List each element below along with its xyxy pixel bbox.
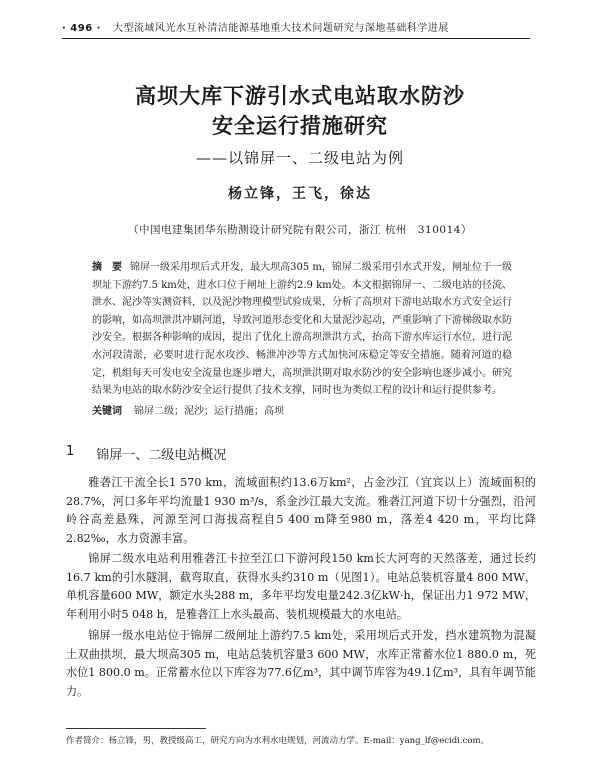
keywords-label: 关键词 bbox=[92, 406, 122, 417]
journal-title: 大型流域风光水互补清洁能源基地重大技术问题研究与深地基础科学进展 bbox=[112, 23, 449, 34]
running-header bbox=[62, 19, 530, 34]
author-footnote: 作者简介：杨立锋，男，教授级高工，研究方向为水利水电规划，河流动力学。E-mail：yang_lf@ecidi.com。 bbox=[66, 736, 490, 746]
section-heading bbox=[66, 444, 226, 463]
abstract bbox=[92, 259, 512, 400]
paper-title-line-1: 高坝大库下游引水式电站取水防沙 bbox=[135, 84, 465, 108]
body-paragraph: 雅砻江干流全长1 570 km，流域面积约13.6万km²，占金沙江（宜宾以上）流域面积的28.7%，河口多年平均流量1 930 m³/s，系金沙江最大支流。雅砻江河道下切十分强烈，沿河岭谷高差悬殊，河源至河口海拔高程自5 400 m降至980 m，落差4 420 m，平均比降2.82‰，水力资源丰富。 bbox=[66, 476, 536, 545]
paper-title-line-2: 安全运行措施研究 bbox=[212, 114, 388, 138]
abstract-label: 摘 要 bbox=[92, 262, 123, 273]
keywords bbox=[92, 404, 512, 420]
section-number: 1 bbox=[66, 444, 75, 459]
author-list: 杨立锋，王飞，徐达 bbox=[228, 186, 372, 202]
paper-subtitle: ——以锦屏一、二级电站为例 bbox=[195, 149, 404, 167]
abstract-text: 锦屏一级采用坝后式开发，最大坝高305 m，锦屏二级采用引水式开发，闸址位于一级坝址下游约7.5 km处，进水口位于闸址上游约2.9 km处。本文根据锦屏一、二级电站的径流、泄水、泥沙等实测资料，以及泥沙物理模型试验成果，分析了高坝对下游电站取水方式安全运行的影响，如高坝泄洪冲刷河道，导致河道形态变化和大量泥沙起动，严重影响了下游梯级取水防沙安全。根据各种影响的成因，提出了优化上游高坝泄洪方式，抬高下游水库运行水位，进行泥水河段清淤，必要时进行泥水攻沙、畅泄冲沙等方式加快河床稳定等安全措施。随着河道的稳定，机组每天可发电安全流量也逐步增大，高坝泄洪期对取水防沙的安全影响也逐步减小。研究结果为电站的取水防沙安全运行提供了技术支撑，同时也为类似工程的设计和运行提供参考。 bbox=[92, 262, 513, 397]
header-divider bbox=[62, 38, 530, 39]
section-title: 锦屏一、二级电站概况 bbox=[96, 448, 227, 463]
affiliation: （中国电建集团华东勘测设计研究院有限公司，浙江 杭州 310014） bbox=[128, 224, 472, 236]
page-number: · 496 · bbox=[62, 23, 101, 34]
body-paragraph: 锦屏二级水电站利用雅砻江卡拉至江口下游河段150 km长大河弯的天然落差，通过长约16.7 km的引水隧洞，截弯取直，获得水头约310 m（见图1）。电站总装机容量4 800 MW，单机容量600 MW，额定水头288 m，多年平均发电量242.3亿kW·h，保证出力1 972 MW，年利用小时5 048 h，是雅砻江上水头最高、装机规模最大的水电站。 bbox=[66, 552, 536, 621]
footnote-divider bbox=[66, 728, 206, 729]
body-paragraph: 锦屏一级水电站位于锦屏二级闸址上游约7.5 km处，采用坝后式开发，挡水建筑物为混凝土双曲拱坝，最大坝高305 m，电站总装机容量3 600 MW，水库正常蓄水位1 880.0 m，死水位1 800.0 m。正常蓄水位以下库容为77.6亿m³，其中调节库容为49.1亿m³，具有年调节能力。 bbox=[66, 629, 536, 698]
keywords-text: 锦屏二级；泥沙；运行措施；高坝 bbox=[134, 406, 284, 417]
